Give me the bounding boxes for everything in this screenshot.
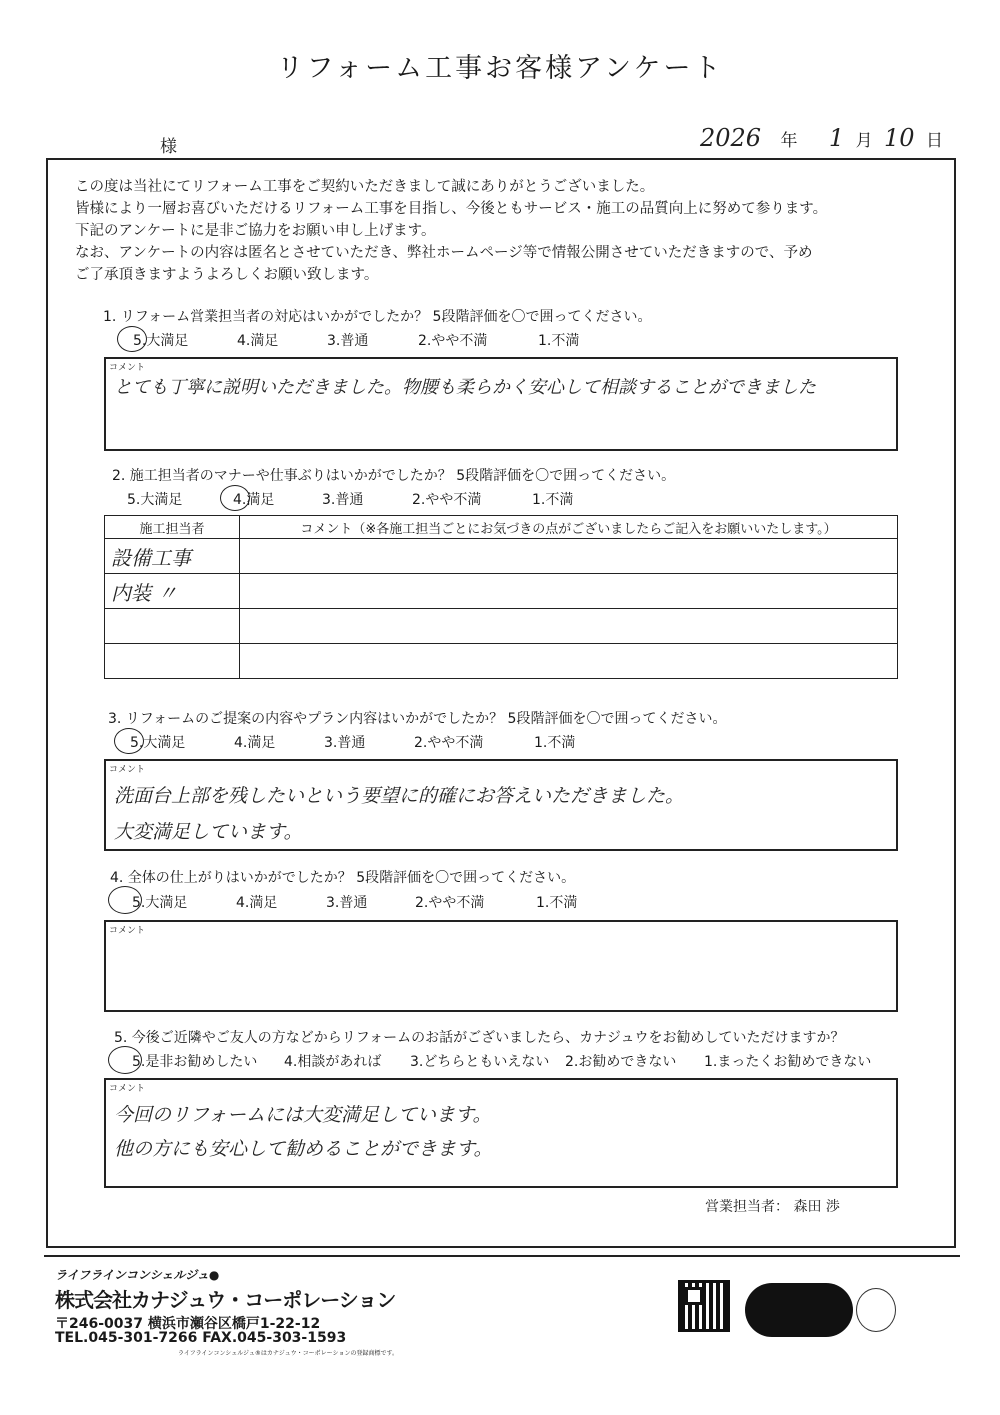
q1-question: 1. リフォーム営業担当者の対応はいかがでしたか？ 5段階評価を〇で囲ってください。 <box>103 309 652 325</box>
intro-line: ご了承頂きますようよろしくお願い致します。 <box>75 267 379 283</box>
date <box>700 124 943 152</box>
q2-question: 2. 施工担当者のマナーや仕事ぶりはいかがでしたか？ 5段階評価を〇で囲ってください。 <box>112 468 676 484</box>
day-label: 日 <box>925 131 943 151</box>
q5-options <box>0 1051 1000 1071</box>
q5-option-4[interactable]: 4.相談があれば <box>284 1054 382 1070</box>
footer-divider <box>44 1255 960 1257</box>
q1-options <box>0 330 1000 350</box>
date-year: 2026 <box>700 124 762 152</box>
year-label: 年 <box>780 131 798 151</box>
q5-option-3[interactable]: 3.どちらともいえない <box>410 1054 550 1070</box>
q1-comment-box[interactable] <box>104 357 898 451</box>
speech-bubble-logo <box>745 1283 853 1337</box>
q3-option-4[interactable]: 4.満足 <box>234 735 276 751</box>
date-day: 10 <box>883 124 915 152</box>
comment-label: コメント <box>109 926 146 936</box>
staff-name[interactable] <box>105 609 240 644</box>
company-phone: TEL.045-301-7266 FAX.045-303-1593 <box>55 1330 347 1346</box>
q1-comment-text: とても丁寧に説明いただきました。物腰も柔らかく安心して相談することができました <box>114 377 816 398</box>
q4-option-2[interactable]: 2.やや不満 <box>415 895 485 911</box>
sales-rep <box>705 1196 840 1216</box>
sales-rep-label: 営業担当者： <box>705 1199 789 1215</box>
q4-comment-box[interactable] <box>104 920 898 1012</box>
comment-label: コメント <box>109 765 146 775</box>
q3-option-3[interactable]: 3.普通 <box>324 735 366 751</box>
q3-selected-circle <box>114 728 144 754</box>
mascot-icon <box>856 1288 896 1332</box>
q5-question: 5. 今後ご近隣やご友人の方などからリフォームのお話がございましたら、カナジュウをお勧めしていただけますか？ <box>114 1030 845 1046</box>
q2-options <box>0 489 1000 509</box>
q3-comment-box[interactable] <box>104 759 898 851</box>
q3-question: 3. リフォームのご提案の内容やプラン内容はいかがでしたか？ 5段階評価を〇で囲ってください。 <box>108 711 727 727</box>
staff-table <box>104 515 898 679</box>
company-name: 株式会社カナジュウ・コーポレーション <box>55 1288 396 1312</box>
staff-name[interactable]: 設備工事 <box>105 539 240 574</box>
q5-option-5[interactable]: 5.是非お勧めしたい <box>132 1054 258 1070</box>
q5-comment-line: 他の方にも安心して勧めることができます。 <box>114 1138 493 1160</box>
company-slogan: ライフラインコンシェルジュ● <box>55 1268 220 1282</box>
q3-option-1[interactable]: 1.不満 <box>534 735 576 751</box>
q1-option-5[interactable]: 5.大満足 <box>133 333 189 349</box>
q2-option-1[interactable]: 1.不満 <box>532 492 574 508</box>
staff-header: 施工担当者 <box>105 516 240 539</box>
q1-selected-circle <box>117 326 147 352</box>
intro-line: なお、アンケートの内容は匿名とさせていただき、弊社ホームページ等で情報公開させていただきますので、予め <box>75 245 813 261</box>
staff-name[interactable]: 内装 〃 <box>105 574 240 609</box>
q2-option-5[interactable]: 5.大満足 <box>127 492 183 508</box>
q4-option-5[interactable]: 5.大満足 <box>132 895 188 911</box>
q1-option-4[interactable]: 4.満足 <box>237 333 279 349</box>
q1-option-1[interactable]: 1.不満 <box>538 333 580 349</box>
staff-name[interactable] <box>105 644 240 679</box>
page-title: リフォーム工事お客様アンケート <box>276 53 724 84</box>
company-address: 〒246-0037 横浜市瀬谷区橋戸1-22-12 <box>55 1316 321 1332</box>
staff-comment[interactable] <box>240 539 898 574</box>
q2-option-3[interactable]: 3.普通 <box>322 492 364 508</box>
qr-code-icon[interactable] <box>678 1280 730 1332</box>
q5-comment-box[interactable] <box>104 1078 898 1188</box>
q5-selected-circle <box>108 1046 142 1074</box>
q3-option-2[interactable]: 2.やや不満 <box>414 735 484 751</box>
q2-selected-circle <box>220 485 250 511</box>
date-month: 1 <box>828 124 845 152</box>
q4-options <box>0 892 1000 912</box>
q4-question: 4. 全体の仕上がりはいかがでしたか？ 5段階評価を〇で囲ってください。 <box>110 870 576 886</box>
comment-label: コメント <box>109 1084 146 1094</box>
customer-suffix: 様 <box>160 137 177 157</box>
q5-option-1[interactable]: 1.まったくお勧めできない <box>704 1054 872 1070</box>
q4-option-3[interactable]: 3.普通 <box>326 895 368 911</box>
comment-label: コメント <box>109 363 146 373</box>
q3-comment-line: 洗面台上部を残したいという要望に的確にお答えいただきました。 <box>114 785 685 807</box>
staff-comment-header: コメント（※各施工担当ごとにお気づきの点がございましたらご記入をお願いいたします。） <box>240 516 898 539</box>
staff-comment[interactable] <box>240 574 898 609</box>
q3-comment-line: 大変満足しています。 <box>114 821 303 843</box>
q1-option-2[interactable]: 2.やや不満 <box>418 333 488 349</box>
month-label: 月 <box>855 131 873 151</box>
intro-line: この度は当社にてリフォーム工事をご契約いただきまして誠にありがとうございました。 <box>75 179 655 195</box>
staff-comment[interactable] <box>240 609 898 644</box>
q4-option-4[interactable]: 4.満足 <box>236 895 278 911</box>
intro-line: 下記のアンケートに是非ご協力をお願い申し上げます。 <box>75 223 436 239</box>
q2-option-2[interactable]: 2.やや不満 <box>412 492 482 508</box>
q3-options <box>0 732 1000 752</box>
company-trademark-note: ライフラインコンシェルジュ®はカナジュウ・コーポレーションの登録商標です。 <box>178 1350 398 1357</box>
staff-comment[interactable] <box>240 644 898 679</box>
q1-option-3[interactable]: 3.普通 <box>327 333 369 349</box>
q3-option-5[interactable]: 5.大満足 <box>130 735 186 751</box>
q5-comment-line: 今回のリフォームには大変満足しています。 <box>114 1104 492 1126</box>
q4-selected-circle <box>108 886 142 914</box>
q4-option-1[interactable]: 1.不満 <box>536 895 578 911</box>
sales-rep-name: 森田 渉 <box>793 1199 840 1215</box>
q5-option-2[interactable]: 2.お勧めできない <box>565 1054 677 1070</box>
q2-option-4[interactable]: 4.満足 <box>233 492 275 508</box>
intro-text <box>75 176 935 286</box>
intro-line: 皆様により一層お喜びいただけるリフォーム工事を目指し、今後ともサービス・施工の品質向上に努めて参ります。 <box>75 201 828 217</box>
